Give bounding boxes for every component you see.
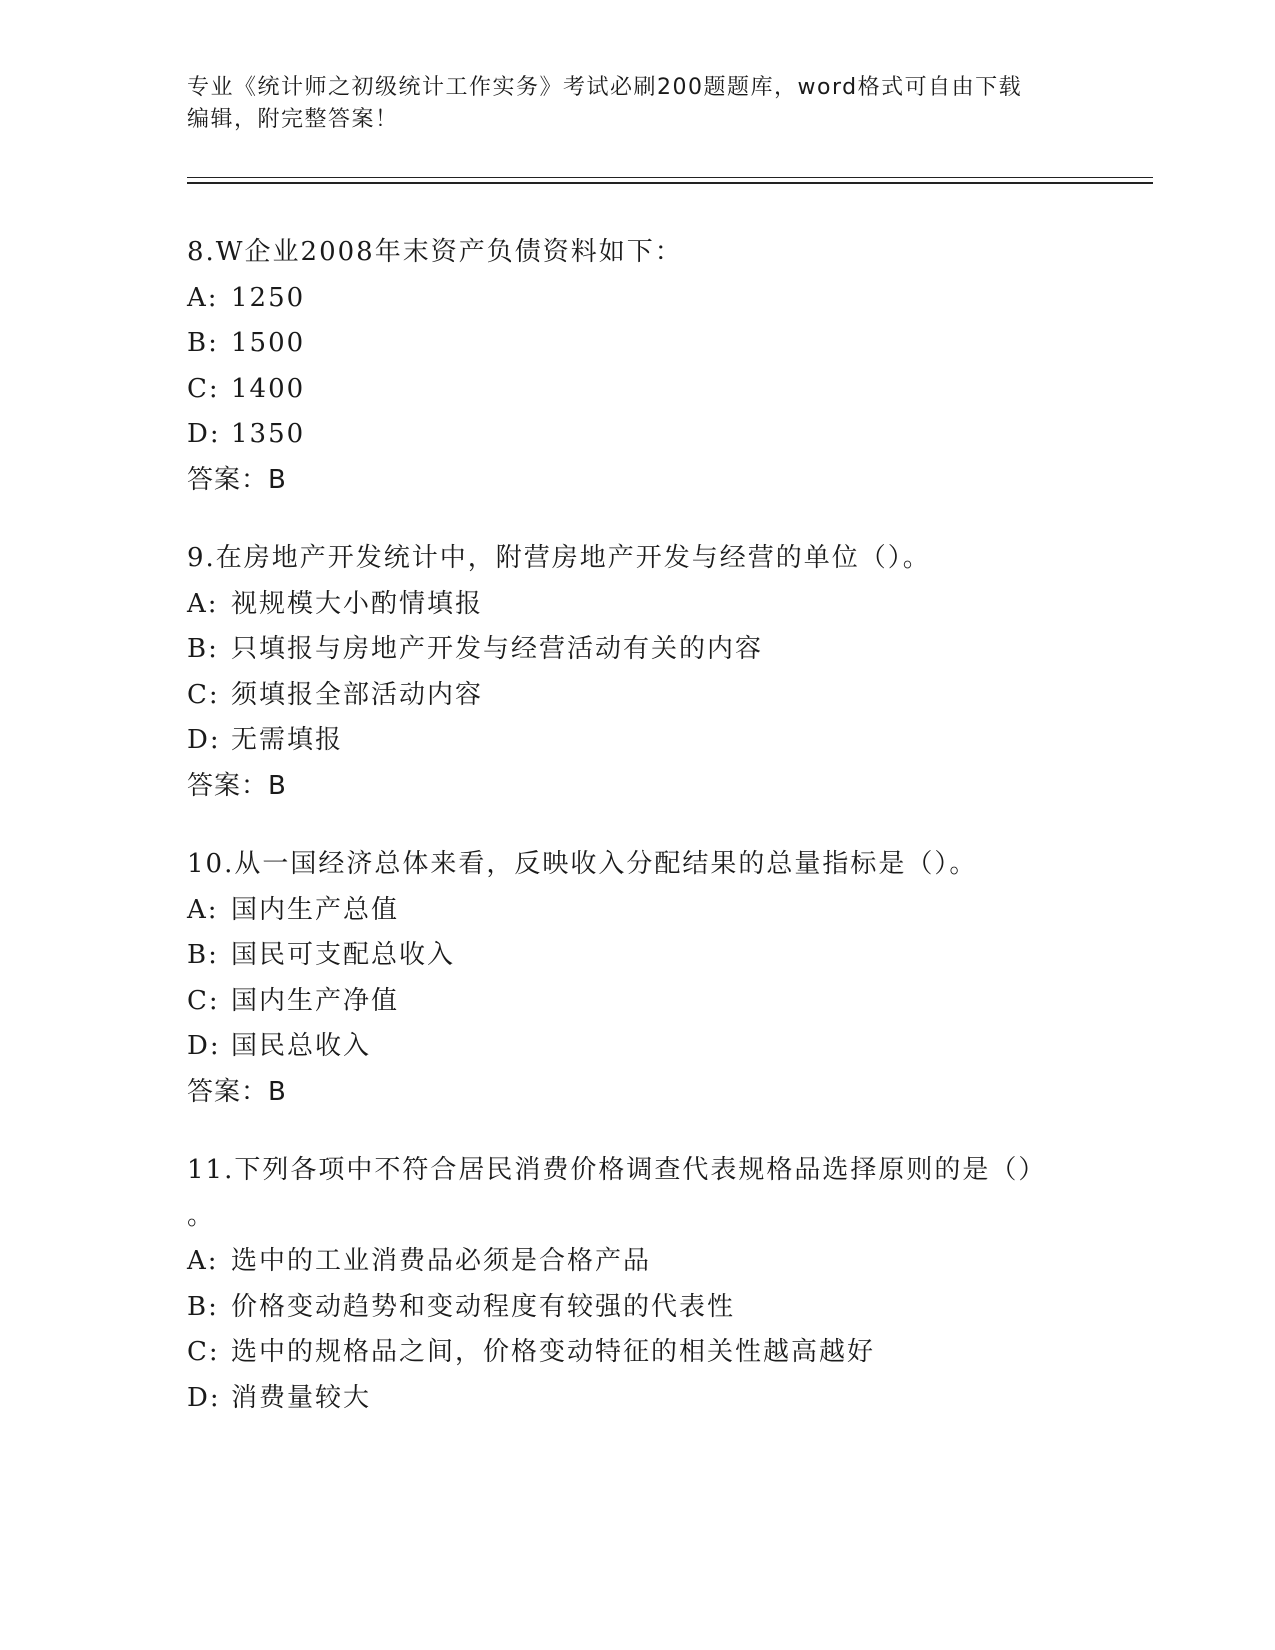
option-text: 视规模大小酌情填报: [231, 588, 484, 619]
option-c: [187, 979, 1087, 1025]
answer: 答案：B: [187, 1076, 287, 1107]
option-label: A:: [187, 588, 219, 619]
option-c: [187, 367, 1087, 413]
question-9: [187, 536, 1087, 809]
document-header: [187, 72, 1087, 136]
question-stem: 11.下列各项中不符合居民消费价格调查代表规格品选择原则的是（）: [187, 1155, 1047, 1185]
question-8: [187, 230, 1087, 503]
question-stem: 9.在房地产开发统计中，附营房地产开发与经营的单位（）。: [187, 543, 931, 573]
option-label: B:: [187, 634, 219, 664]
header-line-2: 编辑，附完整答案！: [187, 107, 399, 132]
option-text: 国民可支配总收入: [231, 940, 456, 970]
option-text: 选中的规格品之间，价格变动特征的相关性越高越好: [231, 1337, 876, 1367]
question-stem: 8.W企业2008年末资产负债资料如下：: [187, 237, 683, 267]
option-a: [187, 276, 1087, 322]
option-label: D:: [187, 1382, 221, 1413]
option-text: 国内生产净值: [231, 985, 400, 1016]
option-text: 国民总收入: [231, 1031, 372, 1061]
option-c: [187, 673, 1087, 719]
option-label: B:: [187, 1291, 219, 1322]
option-a: [187, 582, 1087, 628]
option-label: A:: [187, 894, 219, 925]
option-text: 1400: [231, 373, 306, 404]
option-text: 价格变动趋势和变动程度有较强的代表性: [231, 1291, 736, 1322]
option-text: 消费量较大: [231, 1382, 372, 1413]
option-label: C:: [187, 985, 220, 1016]
header-divider-thin: [187, 177, 1153, 178]
question-stem: 10.从一国经济总体来看，反映收入分配结果的总量指标是（）。: [187, 849, 978, 879]
option-text: 国内生产总值: [231, 894, 400, 925]
option-label: D:: [187, 725, 221, 755]
header-line-1: 专业《统计师之初级统计工作实务》考试必刷200题题库，word格式可自由下载: [187, 75, 1023, 100]
option-b: [187, 627, 1087, 673]
option-text: 只填报与房地产开发与经营活动有关的内容: [231, 634, 764, 664]
option-b: [187, 321, 1087, 367]
option-d: [187, 412, 1087, 458]
option-c: [187, 1330, 1087, 1376]
option-text: 1500: [231, 328, 306, 358]
answer: 答案：B: [187, 770, 287, 801]
option-label: C:: [187, 1337, 220, 1367]
option-text: 无需填报: [231, 725, 344, 755]
option-label: A:: [187, 1246, 219, 1276]
option-d: [187, 718, 1087, 764]
option-label: C:: [187, 679, 220, 710]
header-divider-thick: [187, 182, 1153, 184]
option-text: 1350: [231, 419, 306, 449]
option-label: A:: [187, 282, 219, 313]
option-label: D:: [187, 1031, 221, 1061]
option-label: D:: [187, 419, 221, 449]
option-a: [187, 1239, 1087, 1285]
option-a: [187, 888, 1087, 934]
option-text: 选中的工业消费品必须是合格产品: [231, 1246, 652, 1276]
option-text: 1250: [231, 282, 306, 313]
option-d: [187, 1376, 1087, 1422]
option-label: B:: [187, 940, 219, 970]
option-b: [187, 933, 1087, 979]
option-text: 须填报全部活动内容: [231, 679, 484, 710]
question-11: [187, 1148, 1087, 1421]
answer: 答案：B: [187, 464, 287, 495]
option-b: [187, 1285, 1087, 1331]
question-10: [187, 842, 1087, 1115]
question-stem-continuation: 。: [187, 1200, 216, 1231]
option-label: B:: [187, 328, 219, 358]
option-label: C:: [187, 373, 220, 404]
option-d: [187, 1024, 1087, 1070]
